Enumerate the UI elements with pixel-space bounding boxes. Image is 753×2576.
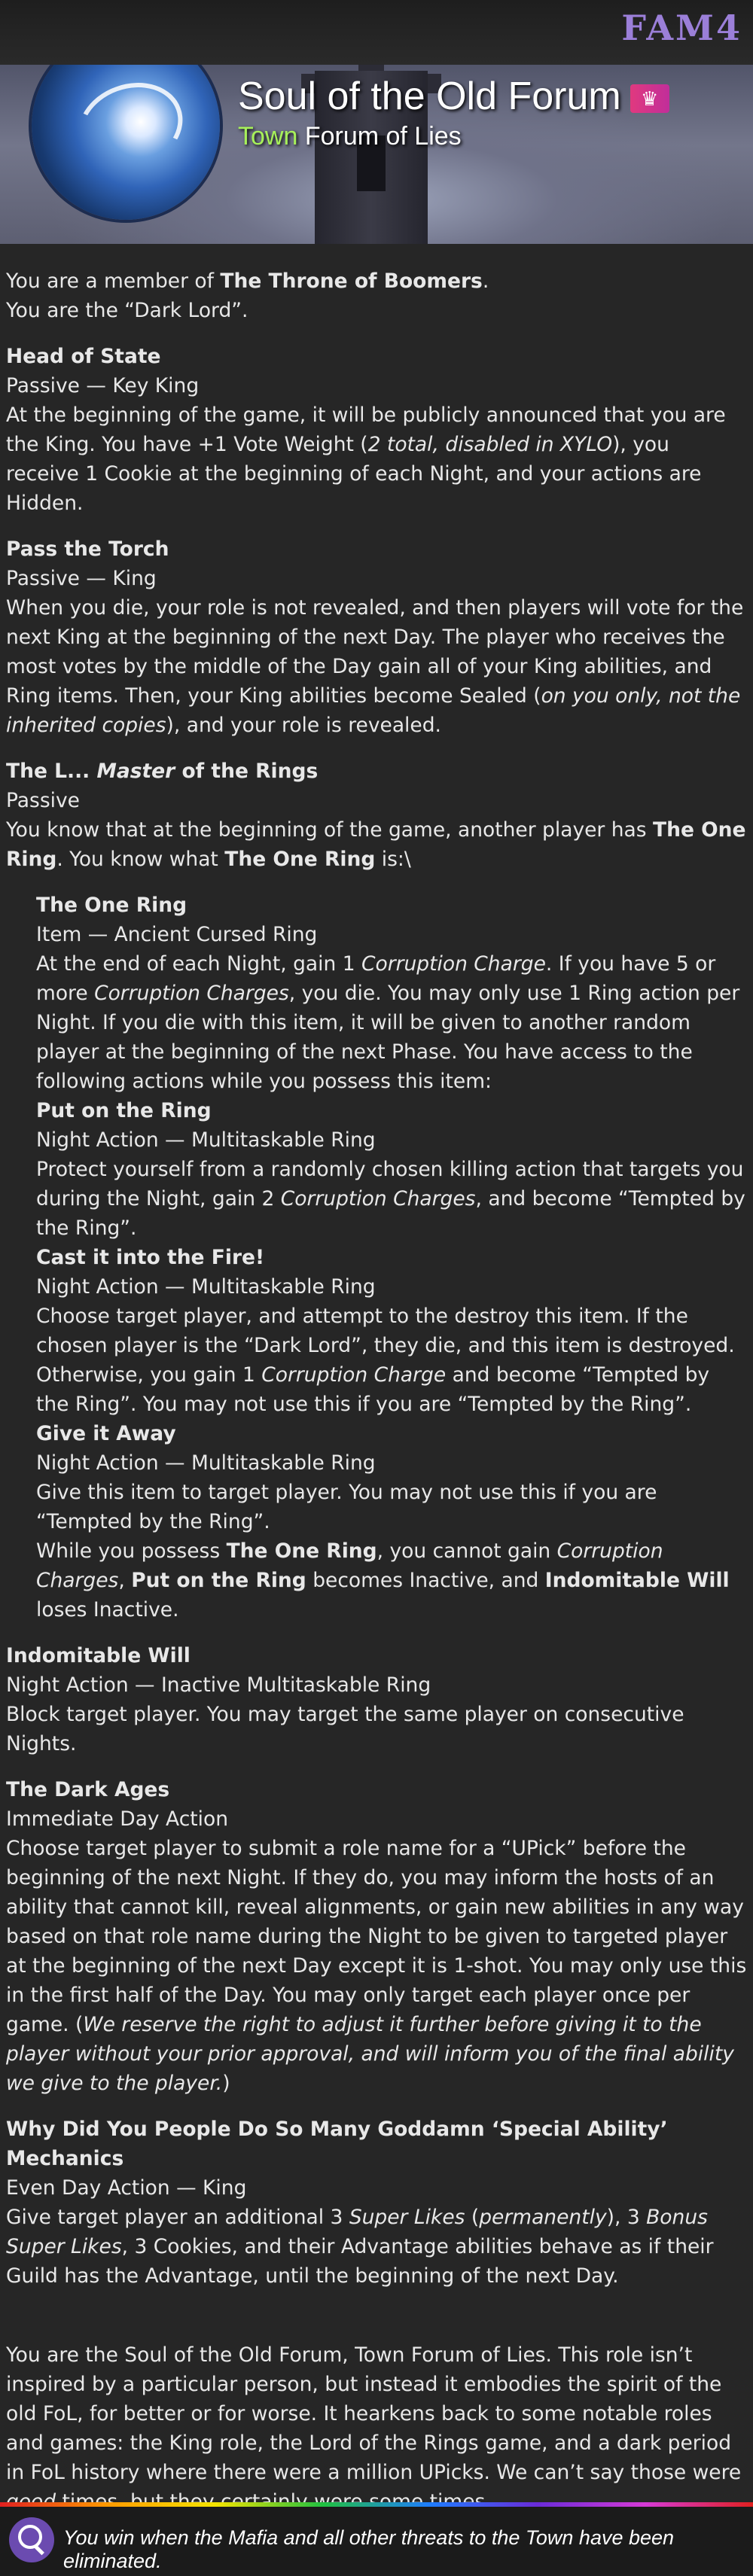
role-content [0, 244, 753, 2517]
win-condition-text: You win when the Mafia and all other threats to the Town have been eliminated. [63, 2526, 675, 2572]
ability-type-give-away: Night Action — Multitaskable Ring [36, 1451, 376, 1475]
subfaction-label: Forum of Lies [304, 122, 462, 151]
ability-name-give-away: Give it Away [36, 1422, 176, 1445]
ability-desc-put-on-ring: Protect yourself from a randomly chosen killing action that targets you during the Night, gain 2 Corruption Charges, and become “Tempted by the Ring”. [36, 1158, 745, 1240]
role-banner [0, 65, 753, 244]
ability-desc-cast-into-fire: Choose target player, and attempt to the destroy this item. If the chosen player is the “Dark Lord”, they die, and this item is destroyed. Otherwise, you gain 1 Corruption Charge and become “Tempted by the Ring”. You may not use this if you are “Tempted by the Ring”. [36, 1305, 735, 1416]
item-type-one-ring: Item — Ancient Cursed Ring [36, 923, 318, 946]
one-ring-note: While you possess The One Ring, you cannot gain Corruption Charges, Put on the Ring becomes Inactive, and Indomitable Will loses Inactive. [36, 1539, 730, 1621]
ability-desc-special-mechanics: Give target player an additional 3 Super Likes (permanently), 3 Bonus Super Likes, 3 Cookies, and their Advantage abilities behave as if their Guild has the Advantage, until the beginning of the next Day. [6, 2206, 714, 2288]
item-desc-one-ring: At the end of each Night, gain 1 Corruption Charge. If you have 5 or more Corruption Charges, you die. You may only use 1 Ring action per Night. If you die with this item, it will be given to another random player at the beginning of the next Phase. You have access to the following actions while you possess this item: [36, 952, 740, 1093]
ability-desc-give-away: Give this item to target player. You may not use this if you are “Tempted by the Ring”. [36, 1481, 657, 1533]
item-block-one-ring [6, 891, 747, 1624]
ability-type-dark-ages: Immediate Day Action [6, 1807, 229, 1831]
membership-line: You are a member of The Throne of Boomers. [6, 269, 489, 293]
item-name-one-ring: The One Ring [36, 894, 187, 917]
ability-name-master-of-rings: The L... Master of the Rings [6, 760, 319, 783]
ability-desc-head-of-state: At the beginning of the game, it will be publicly announced that you are the King. You have +1 Vote Weight (2 total, disabled in XYLO), you receive 1 Cookie at the beginning of each Night, and your actions are Hidden. [6, 403, 726, 515]
ability-type-master-of-rings: Passive [6, 789, 80, 812]
ability-name-cast-into-fire: Cast it into the Fire! [36, 1246, 265, 1269]
ability-type-indomitable-will: Night Action — Inactive Multitaskable Ring [6, 1673, 431, 1697]
win-condition-bar [0, 2507, 753, 2576]
ability-desc-master-of-rings: You know that at the beginning of the game, another player has The One Ring. You know what The One Ring is:\ [6, 818, 746, 871]
ability-name-put-on-ring: Put on the Ring [36, 1099, 212, 1122]
ability-desc-pass-the-torch: When you die, your role is not revealed, and then players will vote for the next King at the beginning of the next Day. The player who receives the most votes by the middle of the Day gain all of your King abilities, and Ring items. Then, your King abilities become Sealed (on you only, not the inherited copies), and your role is revealed. [6, 596, 744, 737]
ability-desc-indomitable-will: Block target player. You may target the same player on consecutive Nights. [6, 1703, 684, 1755]
role-title [238, 74, 669, 119]
ability-type-cast-into-fire: Night Action — Multitaskable Ring [36, 1275, 376, 1299]
ability-name-special-mechanics: Why Did You People Do So Many Goddamn ‘Special Ability’ Mechanics [6, 2118, 668, 2170]
ability-type-head-of-state: Passive — Key King [6, 374, 200, 397]
role-subtitle [238, 122, 462, 151]
magnifier-icon [9, 2517, 54, 2562]
ability-name-dark-ages: The Dark Ages [6, 1778, 170, 1801]
site-logo[interactable]: FAM4 [621, 8, 742, 48]
role-flavor-text: You are the Soul of the Old Forum, Town Forum of Lies. This role isn’t inspired by a particular person, but instead it embodies the spirit of the old FoL, for better or for worse. It hearkens back to some notable roles and games: the King role, the Lord of the Rings game, and a dark period in FoL history where there were a million UPicks. We can’t say those were [6, 2343, 742, 2484]
avatar-glow [66, 69, 195, 184]
ability-type-special-mechanics: Even Day Action — King [6, 2176, 247, 2200]
faction-label: Town [238, 122, 298, 151]
identity-line: You are the “Dark Lord”. [6, 299, 248, 322]
crown-flag-icon: ♛ [630, 84, 669, 113]
ability-name-head-of-state: Head of State [6, 345, 161, 368]
ability-type-put-on-ring: Night Action — Multitaskable Ring [36, 1128, 376, 1152]
team-name: The Throne of Boomers [220, 269, 483, 293]
role-title-text: Soul of the Old Forum [238, 75, 621, 118]
role-avatar [32, 65, 220, 220]
ability-name-indomitable-will: Indomitable Will [6, 1644, 191, 1667]
ability-name-pass-the-torch: Pass the Torch [6, 537, 169, 561]
ability-desc-dark-ages: Choose target player to submit a role name for a “UPick” before the beginning of the next Night. If they do, you may inform the hosts of an ability that cannot kill, reveal alignments, or gain new abilities in any way based on that role name during the Night to be given to targeted player at the beginning of the next Day except it is 1-shot. You may only use this in the first half of the Day. You may only target each player once per game. (We reserve the right to adjust it further before giving it to the player without your prior approval, and will inform you of the final ability we give to the player.) [6, 1837, 747, 2095]
ability-type-pass-the-torch: Passive — King [6, 567, 157, 590]
top-bar [0, 0, 753, 65]
